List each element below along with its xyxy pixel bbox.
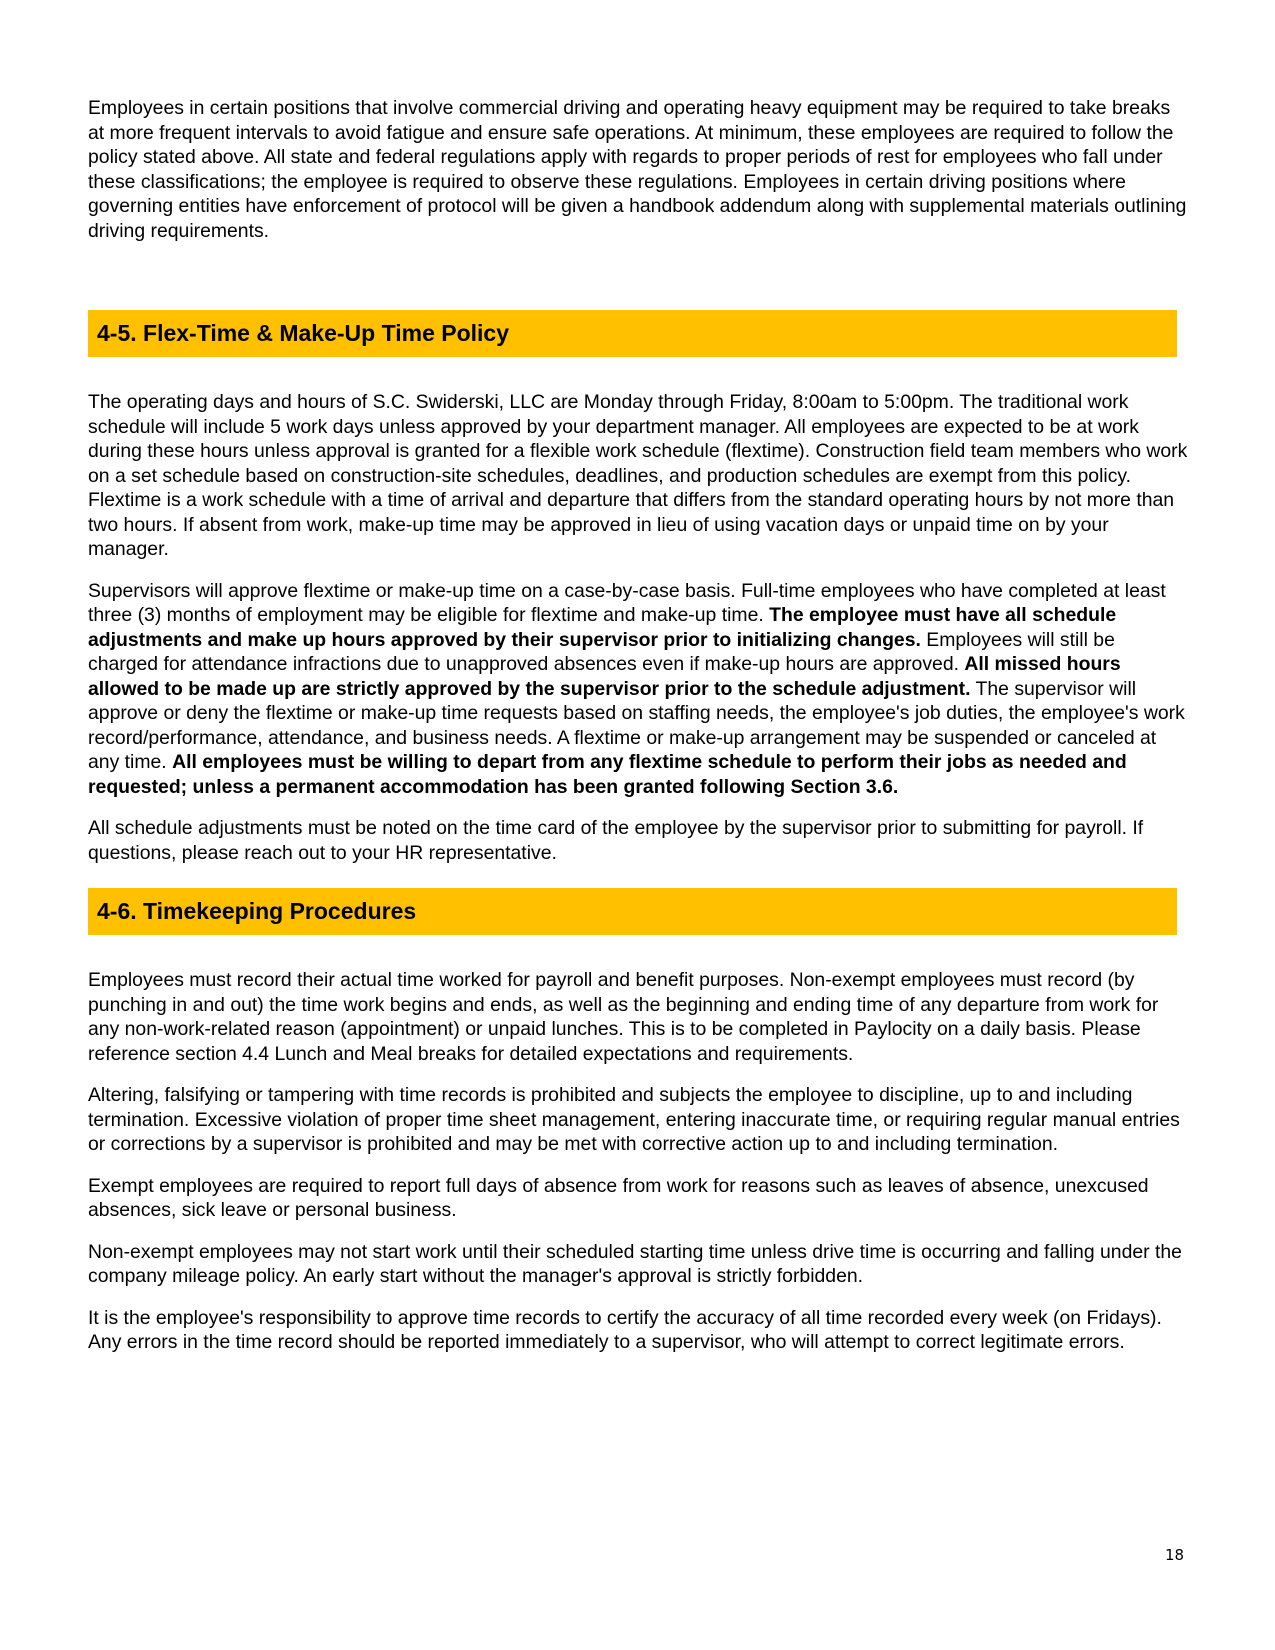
timekeeping-paragraph-3: Exempt employees are required to report full days of absence from work for reasons such as leaves of absence, unexcused absences, sick leave or personal business. <box>88 1174 1149 1221</box>
timekeeping-paragraph-2: Altering, falsifying or tampering with time records is prohibited and subjects the employee to discipline, up to and including termination. Excessive violation of proper time sheet management, entering inaccurate time, or requiring regular manual entries or corrections by a supervisor is prohibited and may be met with corrective action up to and including termination. <box>88 1084 1180 1155</box>
section-title: 4-5. Flex-Time & Make-Up Time Policy <box>97 320 510 346</box>
text-run: Employees will still be charged for attendance infractions due to unapproved absences even if make-up hours are approved. <box>88 628 1115 675</box>
timekeeping-paragraph-5: It is the employee's responsibility to approve time records to certify the accuracy of all time recorded every week (on Fridays). Any errors in the time record should be reported immediately to a supervisor, who will attempt to correct legitimate errors. <box>88 1306 1162 1353</box>
text-run: The supervisor will approve or deny the flextime or make-up time requests based on staffing needs, the employee's job duties, the employee's work record/performance, attendance, and business needs. A flextime or make-up arrangement may be suspended or canceled at any time. <box>88 677 1185 773</box>
flextime-paragraph-1: The operating days and hours of S.C. Swiderski, LLC are Monday through Friday, 8:00am to 5:00pm. The traditional work schedule will include 5 work days unless approved by your department manager. All employees are expected to be at work during these hours unless approval is granted for a flexible work schedule (flextime). Construction field team members who work on a set schedule based on construction-site schedules, deadlines, and production schedules are exempt from this policy. Flextime is a work schedule with a time of arrival and departure that differs from the standard operating hours by not more than two hours. If absent from work, make-up time may be approved in lieu of using vacation days or unpaid time on by your manager. <box>88 391 1188 560</box>
bold-text-run: All missed hours allowed to be made up are strictly approved by the supervisor prior to the schedule adjustment. <box>88 653 1121 700</box>
section-header-4-5 <box>88 310 1177 357</box>
bold-text-run: All employees must be willing to depart from any flextime schedule to perform their jobs as needed and requested; unless a permanent accommodation has been granted following Section 3.6. <box>88 751 1127 798</box>
intro-paragraph: Employees in certain positions that involve commercial driving and operating heavy equipment may be required to take breaks at more frequent intervals to avoid fatigue and ensure safe operations. At minimum, these employees are required to follow the policy stated above. All state and federal regulations apply with regards to proper periods of rest for employees who fall under these classifications; the employee is required to observe these regulations. Employees in certain driving positions where governing entities have enforcement of protocol will be given a handbook addendum along with supplemental materials outlining driving requirements. <box>88 97 1187 242</box>
text-run: Supervisors will approve flextime or make-up time on a case-by-case basis. Full-time employees who have completed at least three (3) months of employment may be eligible for flextime and make-up time. <box>88 579 1166 626</box>
flextime-paragraph-3: All schedule adjustments must be noted on the time card of the employee by the supervisor prior to submitting for payroll. If questions, please reach out to your HR representative. <box>88 817 1144 864</box>
timekeeping-paragraph-1: Employees must record their actual time worked for payroll and benefit purposes. Non-exempt employees must record (by punching in and out) the time work begins and ends, as well as the beginning and ending time of any departure from work for any non-work-related reason (appointment) or unpaid lunches. This is to be completed in Paylocity on a daily basis. Please reference section 4.4 Lunch and Meal breaks for detailed expectations and requirements. <box>88 969 1159 1065</box>
timekeeping-paragraph-4: Non-exempt employees may not start work until their scheduled starting time unless drive time is occurring and falling under the company mileage policy. An early start without the manager's approval is strictly forbidden. <box>88 1240 1182 1287</box>
document-page <box>88 96 1188 1355</box>
flextime-paragraph-2 <box>88 579 1188 800</box>
bold-text-run: The employee must have all schedule adjustments and make up hours approved by their supervisor prior to initializing changes. <box>88 604 1117 651</box>
page-number: 18 <box>1165 1546 1185 1564</box>
section-header-4-6 <box>88 888 1177 935</box>
section-title: 4-6. Timekeeping Procedures <box>97 898 417 924</box>
